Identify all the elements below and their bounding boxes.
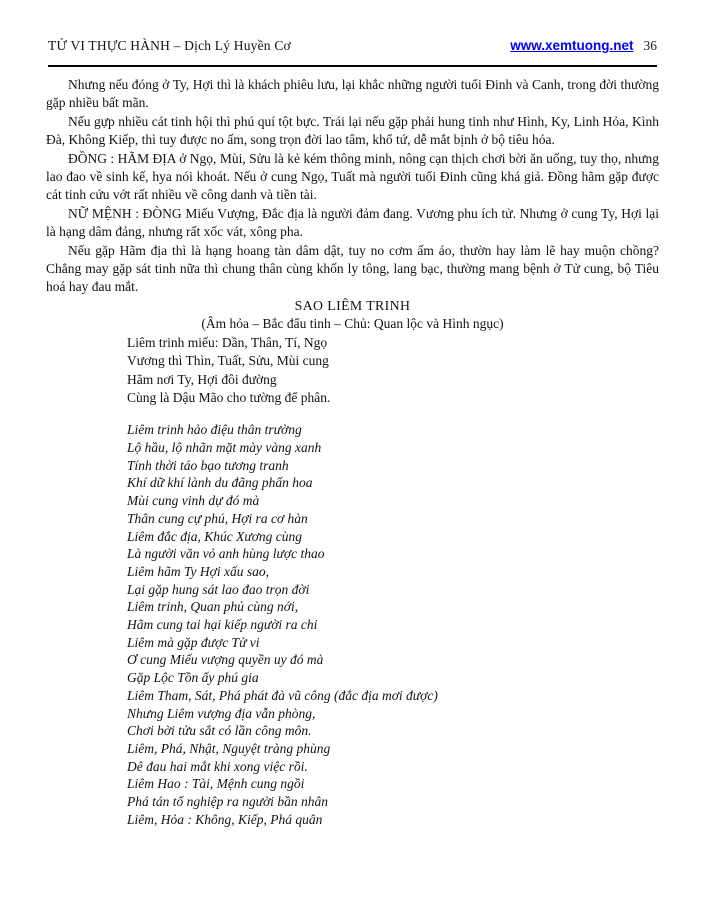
page-header (0, 0, 705, 54)
poem-line: Là người văn vỏ anh hùng lược thao (127, 546, 325, 562)
verse-line: Vương thì Thìn, Tuất, Sửu, Mùi cung (127, 353, 329, 369)
poem-line: Liêm trinh, Quan phủ cùng nới, (127, 599, 299, 615)
poem-line: Liêm Tham, Sát, Phá phát đà vũ công (đắc địa mơi được) (127, 687, 438, 703)
quatrain (127, 334, 659, 408)
section-subtitle: (Âm hỏa – Bắc đẩu tinh – Chủ: Quan lộc và Hình ngục) (201, 316, 504, 332)
document-body (0, 67, 705, 828)
poem-line: Liêm hãm Ty Hợi xấu sao, (127, 563, 269, 579)
poem-line: Chơi bời tửu sắt có lần công môn. (127, 723, 312, 739)
book-title: TỬ VI THỰC HÀNH – Dịch Lý Huyền Cơ (48, 38, 291, 53)
verse-line: Cùng là Dậu Mão cho tường để phân. (127, 389, 331, 405)
verse-line: Liêm trinh miếu: Dần, Thân, Tí, Ngọ (127, 334, 328, 350)
header-right (510, 38, 657, 54)
website-link[interactable]: www.xemtuong.net (510, 38, 634, 53)
paragraph-list (46, 76, 659, 297)
page-number: 36 (643, 38, 657, 53)
poem-line: Liêm trinh hảo điệu thân trường (127, 422, 302, 438)
poem-line: Lại gặp hung sát lao đao trọn đời (127, 581, 310, 597)
paragraph: Nếu gặp Hãm địa thì là hạng hoang tàn dâm dật, tuy no cơm ấm áo, thườn hay làm lẽ hay muộn chồng? Chẳng may gặp sát tinh nữa thì chung thân cùng khốn ly tông, lang bạc, thường mang bệnh ở Tử cung, bộ Tiêu hoá hay đau mắt. (46, 242, 659, 295)
poem-line: Liêm Hao : Tài, Mệnh cung ngồi (127, 776, 305, 792)
poem-line: Thân cung cự phú, Hợi ra cơ hàn (127, 510, 308, 526)
poem-line: Liêm mà gặp được Tử vi (127, 634, 260, 650)
poem-line: Phá tán tổ nghiệp ra người bần nhân (127, 794, 328, 810)
paragraph: Nhưng nếu đóng ở Ty, Hợi thì là khách phiêu lưu, lại khắc những người tuổi Đinh và Canh, trong đời thường gặp nhiều bất mãn. (46, 77, 659, 111)
poem-line: Liêm đắc địa, Khúc Xương cùng (127, 528, 303, 544)
paragraph: Nếu gựp nhiều cát tinh hội thì phú quí tột bực. Trái lại nếu gặp phải hung tinh như Hình, Ky, Linh Hỏa, Kình Đà, Không Kiếp, thì tuy được no ấm, song trọn đời lao tâm, khổ tứ, dễ mắt bịnh ở bộ tiêu hóa. (46, 113, 659, 148)
poem-line: Liêm, Hỏa : Không, Kiếp, Phá quân (127, 811, 323, 827)
poem-line: Hãm cung tai hại kiếp người ra chi (127, 617, 318, 633)
section-title: SAO LIÊM TRINH (294, 297, 411, 313)
poem-line: Ơ cung Miếu vượng quyền uy đó mà (127, 652, 324, 668)
poem-line: Nhưng Liêm vượng địa vẫn phòng, (127, 705, 316, 721)
poem-line: Liêm, Phá, Nhật, Nguyệt tràng phùng (127, 740, 331, 756)
poem-line: Tính thời táo bạo tương tranh (127, 457, 289, 473)
poem-line: Lộ hầu, lộ nhãn mặt mày vàng xanh (127, 440, 322, 456)
verse-line: Hãm nơi Ty, Hợi đôi đường (127, 371, 277, 387)
poem (127, 421, 659, 828)
poem-line: Mùi cung vinh dự đó mà (127, 493, 260, 509)
poem-line: Dê đau hai mắt khi xong việc rồi. (127, 758, 308, 774)
poem-line: Khí dữ khí lành du đãng phấn hoa (127, 475, 313, 491)
poem-line: Gặp Lộc Tồn ấy phú gia (127, 670, 259, 686)
paragraph: NỮ MỆNH : ĐÒNG Miếu Vượng, Đắc địa là người đảm đang. Vương phu ích tử. Nhưng ở cung Ty, Hợi lại là hạng dâm đảng, nhưng rất xốc vát, xông pha. (46, 205, 659, 240)
paragraph: ĐỒNG : HÃM ĐỊA ở Ngọ, Mùi, Sửu là kẻ kém thông minh, nông cạn thịch chơi bời ăn uống, tuy thọ, nhưng lao đao về sinh kế, hya nói khoát. Nếu ở cung Ngọ, Tuất mà người tuổi Đinh cũng khá giả. Đồng hãm gặp được cát tinh cứu vớt rất nhiều về công danh và tiền tài. (46, 150, 659, 203)
